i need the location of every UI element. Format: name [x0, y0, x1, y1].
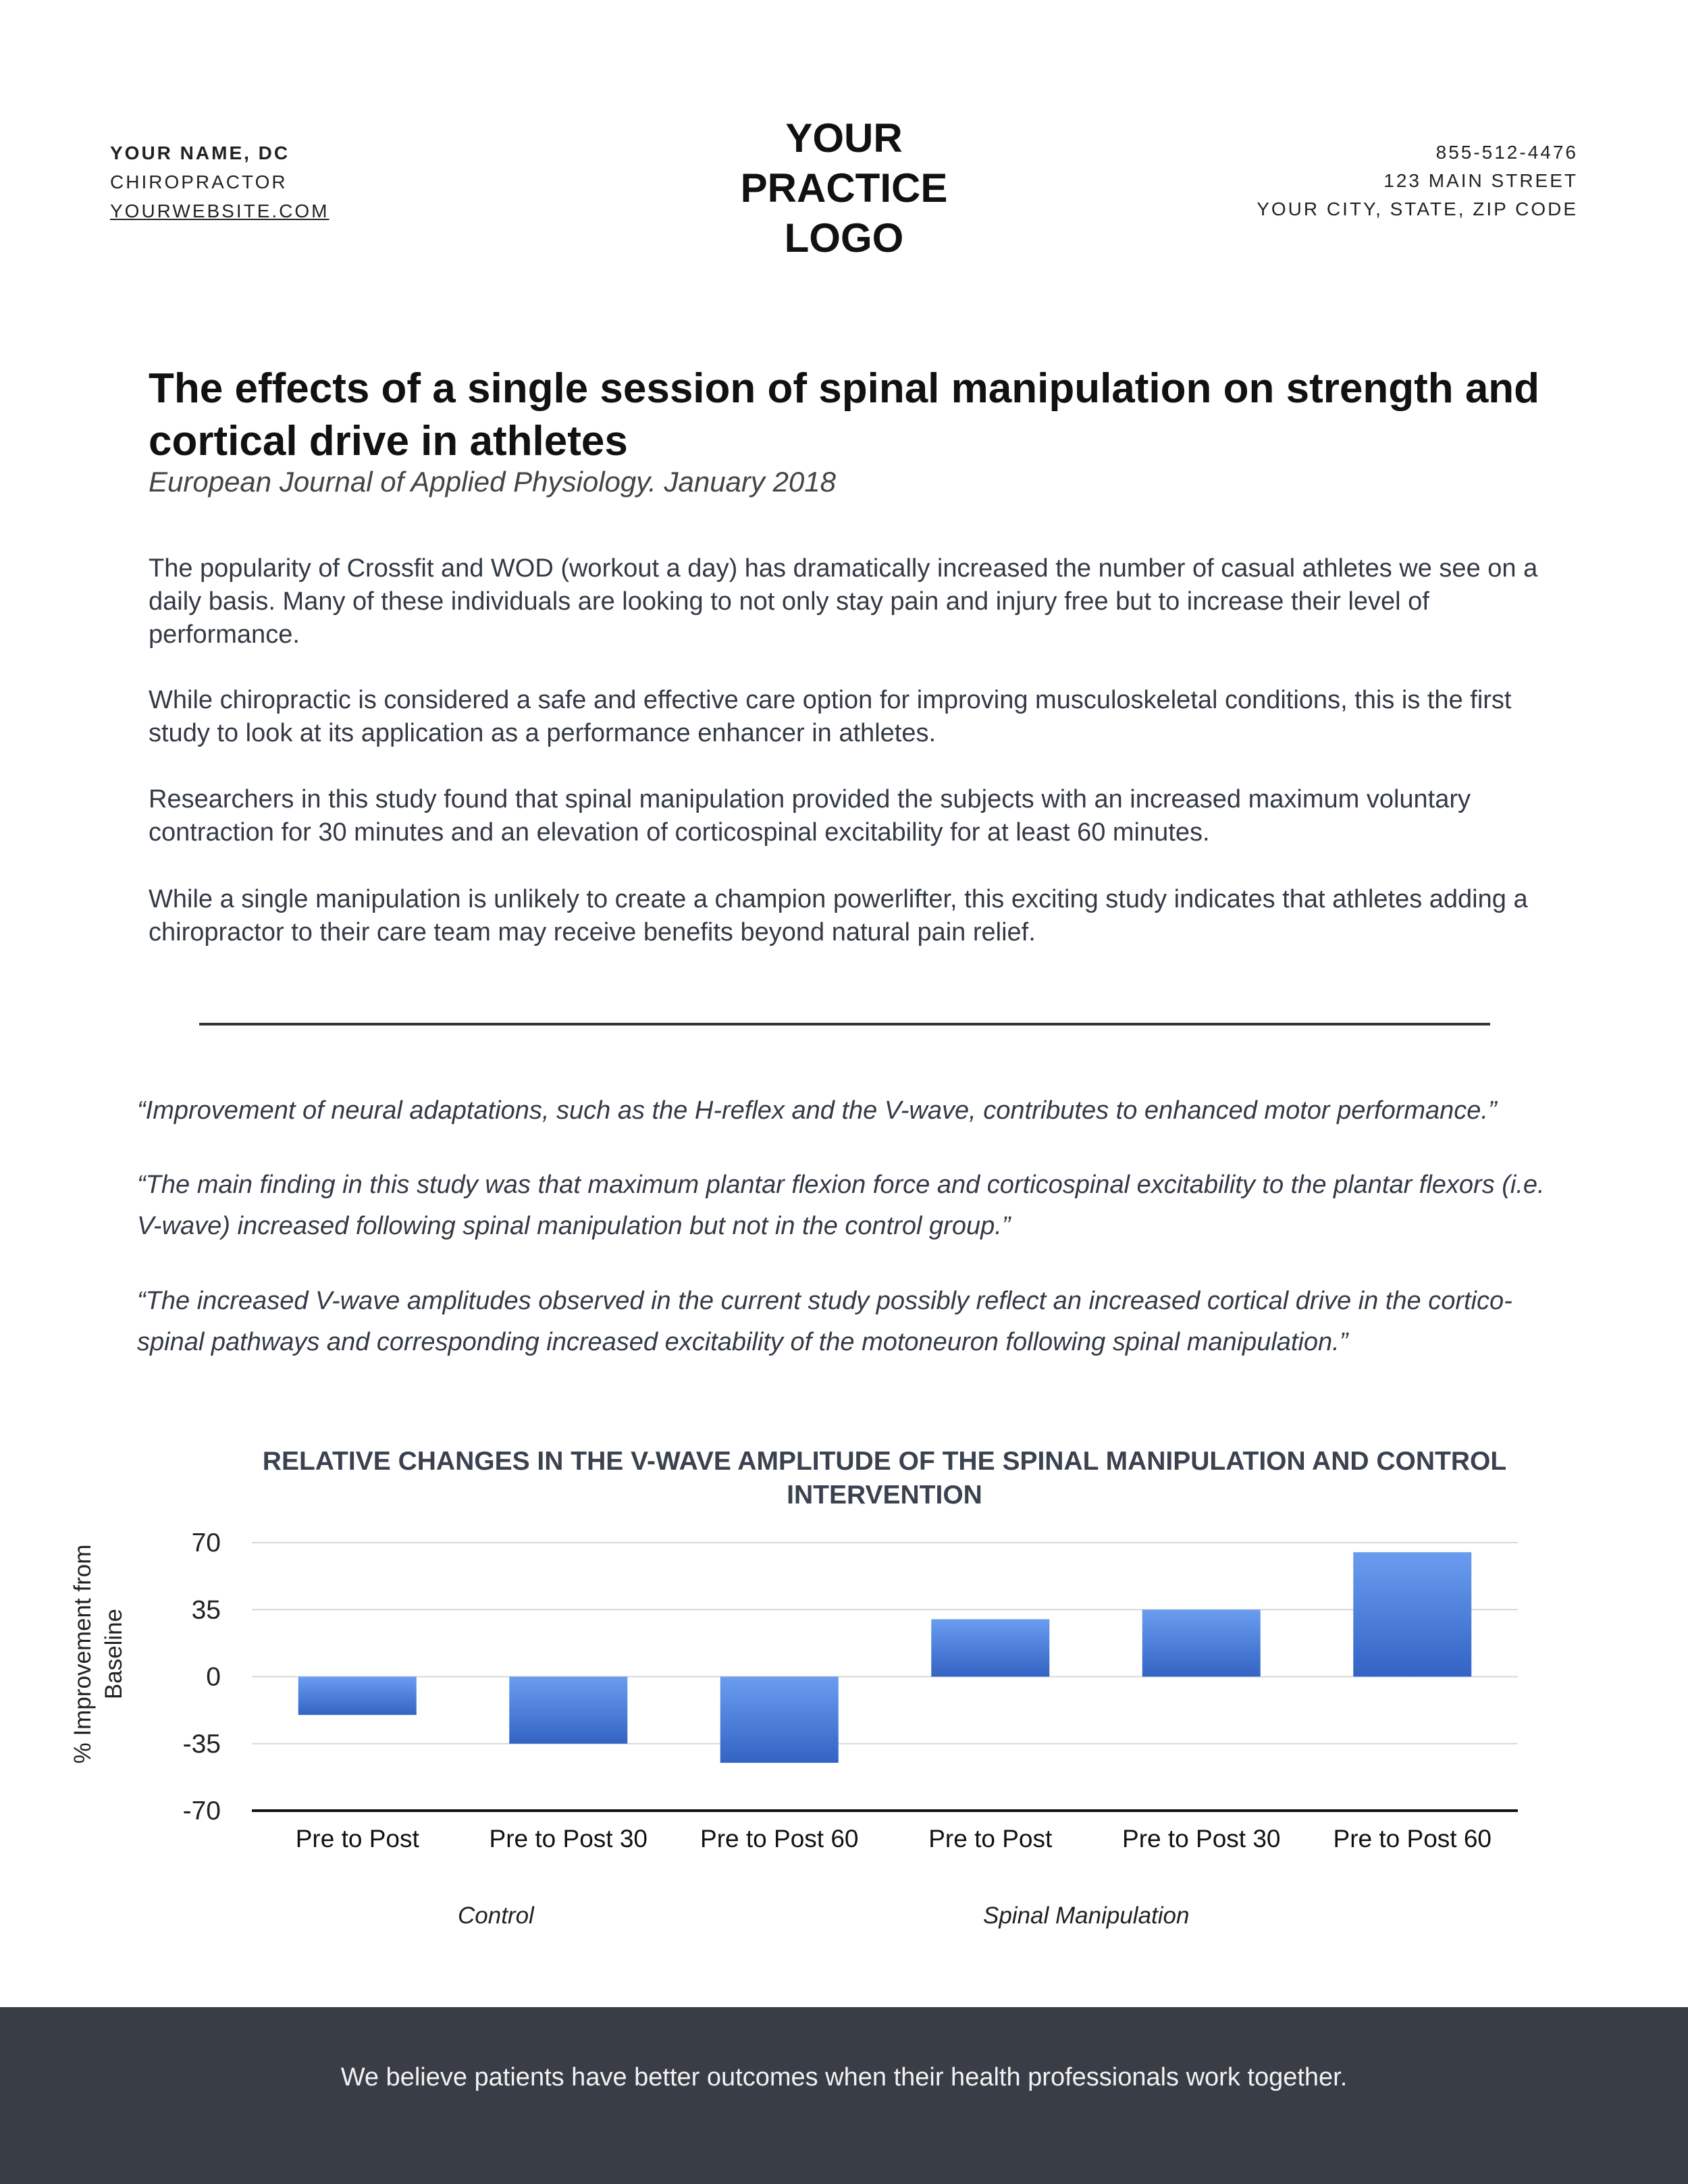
y-tick-label: 35 [191, 1595, 221, 1625]
section-divider [199, 1023, 1490, 1026]
group-label-control: Control [458, 1902, 534, 1929]
article-paragraph: Researchers in this study found that spinal manipulation provided the subjects with an increased maximum voluntary contraction for 30 minutes and an elevation of corticospinal excitability for at least 60 minutes. [149, 785, 1471, 847]
x-tick-label: Pre to Post 30 [1122, 1825, 1281, 1853]
study-quote: “The increased V-wave amplitudes observed in the current study possibly reflect an increased cortical drive in the cortico-spinal pathways and corresponding increased excitability of the motoneuron following spinal manipulation.” [137, 1287, 1512, 1356]
contact-info [1257, 138, 1578, 223]
x-tick-label: Pre to Post [928, 1825, 1053, 1853]
footer-banner [0, 2007, 1688, 2184]
study-quote: “The main finding in this study was that maximum plantar flexion force and corticospinal excitability to the plantar flexors (i.e. V-wave) increased following spinal manipulation but not in the control group.” [137, 1171, 1545, 1240]
practitioner-info [110, 138, 329, 225]
article-paragraph: While a single manipulation is unlikely to create a champion powerlifter, this exciting study indicates that athletes adding a chiropractor to their care team may receive benefits beyond natural pain relief. [149, 885, 1528, 947]
study-quote: “Improvement of neural adaptations, such as the H-reflex and the V-wave, contributes to enhanced motor performance.” [137, 1096, 1497, 1125]
chart-y-axis-label: % Improvement from Baseline [70, 1544, 127, 1764]
chart-bar [720, 1677, 839, 1763]
footer-tagline: We believe patients have better outcomes when their health professionals work together. [340, 2063, 1348, 2092]
x-tick-label: Pre to Post 60 [1333, 1825, 1492, 1853]
logo-line: LOGO [784, 215, 904, 261]
city-state-zip: YOUR CITY, STATE, ZIP CODE [1257, 198, 1578, 219]
chart-bar [509, 1677, 627, 1744]
x-tick-label: Pre to Post 60 [700, 1825, 859, 1853]
article-paragraph: While chiropractic is considered a safe and effective care option for improving musculoskeletal conditions, this is the first study to look at its application as a performance enhancer in athletes. [149, 686, 1512, 747]
website-link[interactable]: YOURWEBSITE.COM [110, 201, 329, 221]
practitioner-title: CHIROPRACTOR [110, 171, 288, 192]
article-title: The effects of a single session of spinal manipulation on strength and cortical drive in athletes [149, 365, 1540, 464]
x-tick-label: Pre to Post [295, 1825, 419, 1853]
article-paragraph: The popularity of Crossfit and WOD (workout a day) has dramatically increased the number of casual athletes we see on a daily basis. Many of these individuals are looking to not only stay pain and injury free but to increase their level of performance. [149, 554, 1538, 649]
y-tick-label: 70 [191, 1528, 221, 1557]
chart-bar [298, 1677, 417, 1715]
practice-logo [709, 113, 979, 263]
y-tick-label: -70 [182, 1796, 221, 1826]
practitioner-name: YOUR NAME, DC [110, 142, 290, 163]
bar-chart [0, 1512, 1688, 1890]
logo-line: PRACTICE [740, 165, 948, 211]
chart-bar [931, 1619, 1049, 1676]
y-tick-label: -35 [182, 1729, 221, 1759]
chart-title: RELATIVE CHANGES IN THE V-WAVE AMPLITUDE OF THE SPINAL MANIPULATION AND CONTROL INTERVENTION [262, 1447, 1507, 1510]
phone-number: 855-512-4476 [1435, 142, 1578, 163]
logo-line: YOUR [785, 115, 903, 161]
y-tick-label: 0 [206, 1662, 221, 1692]
chart-bar [1353, 1552, 1471, 1676]
x-tick-label: Pre to Post 30 [489, 1825, 648, 1853]
journal-citation: European Journal of Applied Physiology. January 2018 [149, 466, 837, 498]
chart-bar [1142, 1609, 1261, 1676]
group-label-spinal-manipulation: Spinal Manipulation [983, 1902, 1190, 1929]
street-address: 123 MAIN STREET [1383, 170, 1578, 191]
